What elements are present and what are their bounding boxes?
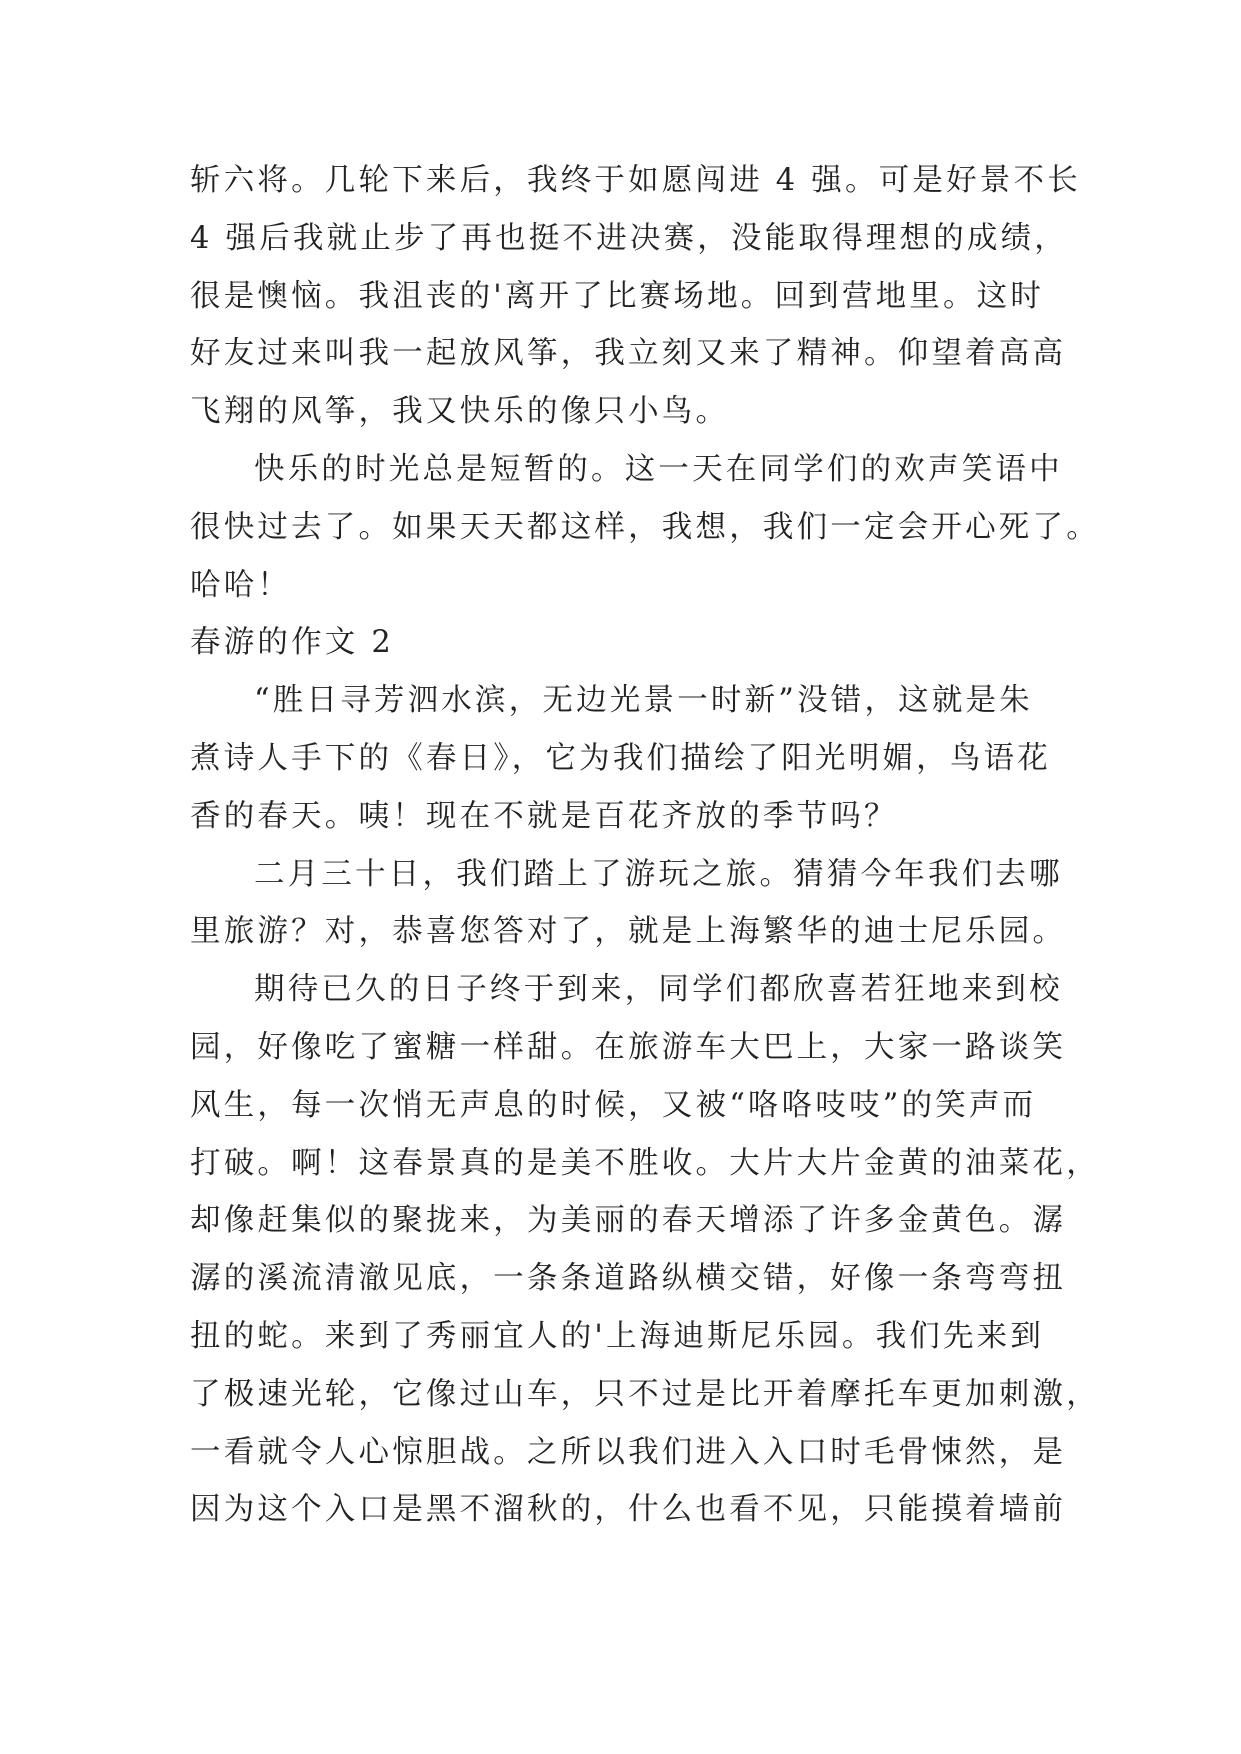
text-line: 很快过去了。如果天天都这样，我想，我们一定会开心死了。 xyxy=(190,509,1100,545)
paragraph-first-line: “胜日寻芳泗水滨，无边光景一时新”没错，这就是朱 xyxy=(254,683,1033,719)
text-line: 扭的蛇。来到了秀丽宜人的'上海迪斯尼乐园。我们先来到 xyxy=(190,1318,1045,1354)
text-line: 很是懊恼。我沮丧的'离开了比赛场地。回到营地里。这时 xyxy=(190,278,1045,314)
text-line: 因为这个入口是黑不溜秋的，什么也看不见，只能摸着墙前 xyxy=(190,1492,1067,1528)
text-line: 一看就令人心惊胆战。之所以我们进入入口时毛骨悚然，是 xyxy=(190,1434,1067,1470)
paragraph-first-line: 二月三十日，我们踏上了游玩之旅。猜猜今年我们去哪 xyxy=(254,856,1063,892)
text-line: 煮诗人手下的《春日》，它为我们描绘了阳光明媚，鸟语花 xyxy=(190,740,1051,776)
text-line: 打破。啊！这春景真的是美不胜收。大片大片金黄的油菜花， xyxy=(190,1145,1100,1181)
paragraph-first-line: 期待已久的日子终于到来，同学们都欣喜若狂地来到校 xyxy=(254,972,1063,1008)
text-line: 风生，每一次悄无声息的时候，又被“咯咯吱吱”的笑声而 xyxy=(190,1087,1037,1123)
paragraph-first-line: 快乐的时光总是短暂的。这一天在同学们的欢声笑语中 xyxy=(254,451,1063,487)
section-heading: 春游的作文 2 xyxy=(190,625,394,661)
text-line: 斩六将。几轮下来后，我终于如愿闯进 4 强。可是好景不长 xyxy=(190,163,1081,198)
text-line: 好友过来叫我一起放风筝，我立刻又来了精神。仰望着高高 xyxy=(190,336,1067,372)
text-line: 了极速光轮，它像过山车，只不过是比开着摩托车更加刺激， xyxy=(190,1376,1100,1412)
text-line: 4 强后我就止步了再也挺不进决赛，没能取得理想的成绩， xyxy=(190,220,1068,256)
text-line: 潺的溪流清澈见底，一条条道路纵横交错，好像一条弯弯扭 xyxy=(190,1261,1067,1297)
text-line: 飞翔的风筝，我又快乐的像只小鸟。 xyxy=(190,394,730,430)
text-line: 哈哈！ xyxy=(190,567,292,603)
document-body xyxy=(190,152,1100,1539)
text-line: 却像赶集似的聚拢来，为美丽的春天增添了许多金黄色。潺 xyxy=(190,1203,1067,1239)
text-line: 里旅游？对，恭喜您答对了，就是上海繁华的迪士尼乐园。 xyxy=(190,914,1067,950)
text-line: 香的春天。咦！现在不就是百花齐放的季节吗？ xyxy=(190,798,898,834)
text-line: 园，好像吃了蜜糖一样甜。在旅游车大巴上，大家一路谈笑 xyxy=(190,1029,1067,1065)
